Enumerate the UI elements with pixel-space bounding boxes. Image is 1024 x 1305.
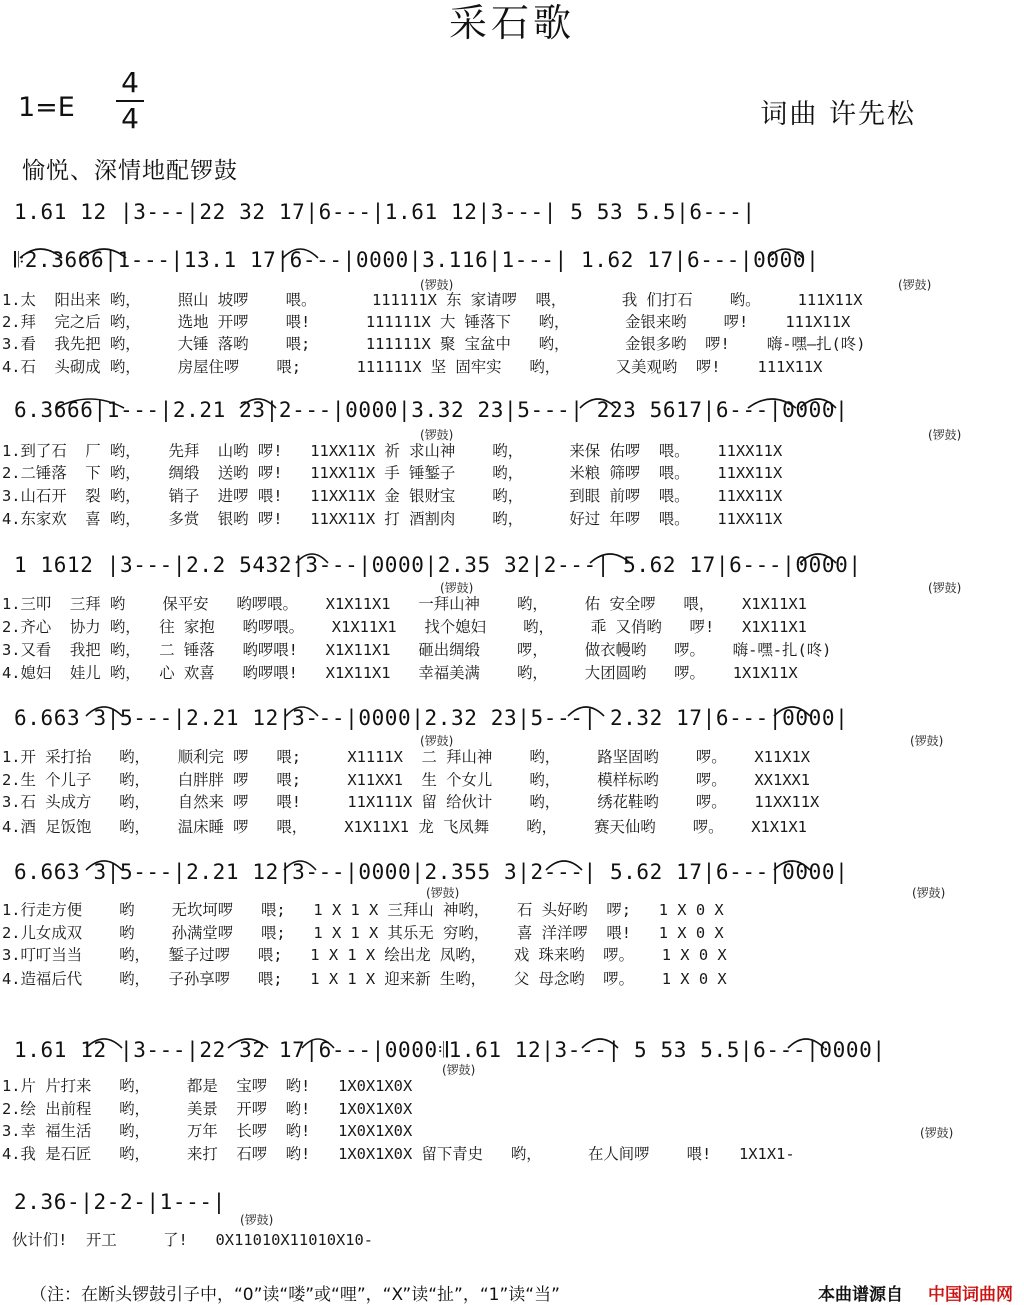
lyric-line: 4.酒 足饭饱 哟， 温床睡 啰 喂， X1X11X1 龙 飞凤舞 哟， 赛天仙哟 啰。 X1X1X1	[2, 818, 807, 836]
gong-label: (锣鼓)	[440, 581, 474, 595]
time-signature-top: 4	[121, 66, 139, 99]
lyric-line: 2.齐心 协力 哟， 往 家抱 哟啰喂。 X1X11X1 找个媳妇 哟， 乖 又俏哟 啰! X1X11X1	[2, 618, 807, 636]
lyric-line: 1.到了石 厂 哟， 先拜 山哟 啰! 11XX11X 祈 求山神 哟， 来保 佑啰 喂。 11XX11X	[2, 442, 783, 460]
lyric-line: 1.太 阳出来 哟， 照山 坡啰 喂。 111111X 东 家请啰 喂， 我 们打石 哟。 111X11X	[2, 291, 863, 309]
composer-credit: 词曲 许先松	[760, 99, 916, 130]
site-brand-link[interactable]: 中国词曲网	[928, 1285, 1013, 1305]
lyric-line: 4.造福后代 哟， 子孙享啰 喂; 1 X 1 X 迎来新 生哟， 父 母念哟 啰。 1 X 0 X	[2, 970, 727, 988]
source-label: 本曲谱源自	[818, 1285, 903, 1305]
gong-label: (锣鼓)	[426, 886, 460, 900]
lyric-line: 4.媳妇 娃儿 哟， 心 欢喜 哟啰喂! X1X11X1 幸福美满 哟， 大团圆哟 啰。 1X1X11X	[2, 664, 798, 682]
tempo-marking: 愉悦、深情地配锣鼓	[22, 158, 238, 184]
time-signature-bottom: 4	[121, 102, 139, 135]
lyric-line: 3.看 我先把 哟， 大锤 落哟 喂; 111111X 聚 宝盆中 哟， 金银多哟 啰! 嗨-嘿—扎(咚)	[2, 335, 866, 353]
notation-line-4: 1 1612 |3---|2.2 5432|3---|0000|2.35 32|2---| 5.62 17|6---|0000|	[14, 553, 862, 577]
lyric-line: 1.三叩 三拜 哟 保平安 哟啰喂。 X1X11X1 一拜山神 哟， 佑 安全啰 喂， X1X11X1	[2, 595, 807, 613]
gong-label: (锣鼓)	[442, 1063, 476, 1077]
gong-label: (锣鼓)	[898, 278, 932, 292]
lyric-line: 2.儿女成双 哟 孙满堂啰 喂; 1 X 1 X 其乐无 穷哟， 喜 洋洋啰 喂! 1 X 0 X	[2, 924, 724, 942]
lyric-line: 2.二锤落 下 哟， 绸缎 送哟 啰! 11XX11X 手 锤錾子 哟， 米粮 筛啰 喂。 11XX11X	[2, 464, 783, 482]
lyric-line: 4.东家欢 喜 哟， 多赏 银哟 啰! 11XX11X 打 酒割肉 哟， 好过 年啰 喂。 11XX11X	[2, 510, 783, 528]
key-signature: 1=E	[18, 92, 75, 123]
notation-line-6: 6.663 3|5---|2.21 12|3---|0000|2.355 3|2---| 5.62 17|6---|0000|	[14, 860, 849, 884]
footnote: （注：在断头锣鼓引子中，“0”读“喽”或“哩”，“X”读“扯”，“1”读“当”	[30, 1285, 560, 1305]
notation-line-2: 𝄆2.3666|1---|13.1 17|6---|0000|3.116|1---| 1.62 17|6---|0000|	[14, 248, 820, 272]
lyric-line: 3.石 头成方 哟， 自然来 啰 喂! 11X111X 留 给伙计 哟， 绣花鞋哟 啰。 11XX11X	[2, 793, 820, 811]
gong-label: (锣鼓)	[420, 428, 454, 442]
gong-label: (锣鼓)	[910, 734, 944, 748]
lyric-line: 2.拜 完之后 哟， 选地 开啰 喂! 111111X 大 锤落下 哟， 金银来哟 啰! 111X11X	[2, 313, 851, 331]
notation-line-7: 1.61 12 |3---|22 32 17|6---|0000𝄇1.61 12|3---| 5 53 5.5|6---|0000|	[14, 1038, 886, 1062]
lyric-line: 1.行走方便 哟 无坎坷啰 喂; 1 X 1 X 三拜山 神哟， 石 头好哟 啰; 1 X 0 X	[2, 901, 724, 919]
lyric-line: 3.又看 我把 哟， 二 锤落 哟啰喂! X1X11X1 砸出绸缎 啰， 做衣幔哟 啰。 嗨-嘿-扎(咚)	[2, 641, 832, 659]
lyric-line: 1.开 采打抬 哟， 顺利完 啰 喂; X1111X 二 拜山神 哟， 路坚固哟 啰。 X11X1X	[2, 748, 811, 766]
notation-line-8: 2.36-|2-2-|1---|	[14, 1190, 226, 1214]
lyric-line: 3.山石开 裂 哟， 销子 进啰 喂! 11XX11X 金 银财宝 哟， 到眼 前啰 喂。 11XX11X	[2, 487, 783, 505]
gong-label: (锣鼓)	[420, 734, 454, 748]
notation-line-5: 6.663 3|5---|2.21 12|3---|0000|2.32 23|5---| 2.32 17|6---|0000|	[14, 706, 849, 730]
lyric-line: 3.幸 福生活 哟， 万年 长啰 哟! 1X0X1X0X	[2, 1122, 413, 1140]
notation-line-3: 6.3666|1---|2.21 23|2---|0000|3.32 23|5---| 223 5617|6---|0000|	[14, 398, 849, 422]
gong-label: (锣鼓)	[912, 886, 946, 900]
song-title: 采石歌	[448, 1, 575, 45]
lyric-line: 伙计们! 开工 了! 0X11010X11010X10-	[12, 1231, 374, 1249]
lyric-line: 1.片 片打来 哟， 都是 宝啰 哟! 1X0X1X0X	[2, 1077, 413, 1095]
time-signature	[116, 68, 144, 134]
gong-label: (锣鼓)	[420, 278, 454, 292]
gong-label: (锣鼓)	[240, 1213, 274, 1227]
lyric-line: 2.绘 出前程 哟， 美景 开啰 哟! 1X0X1X0X	[2, 1100, 413, 1118]
gong-label: (锣鼓)	[928, 581, 962, 595]
lyric-line: 3.叮叮当当 哟， 錾子过啰 喂; 1 X 1 X 绘出龙 凤哟， 戏 珠来哟 啰。 1 X 0 X	[2, 946, 727, 964]
lyric-line: 2.生 个儿子 哟， 白胖胖 啰 喂; X11XX1 生 个女儿 哟， 模样标哟 啰。 XX1XX1	[2, 771, 811, 789]
lyric-line: 4.我 是石匠 哟， 来打 石啰 哟! 1X0X1X0X 留下青史 哟， 在人间啰 喂! 1X1X1-	[2, 1145, 795, 1163]
notation-line-1: 1.61 12 |3---|22 32 17|6---|1.61 12|3---| 5 53 5.5|6---|	[14, 200, 756, 224]
gong-label: (锣鼓)	[920, 1126, 954, 1140]
gong-label: (锣鼓)	[928, 428, 962, 442]
lyric-line: 4.石 头砌成 哟， 房屋住啰 喂; 111111X 坚 固牢实 哟， 又美观哟 啰! 111X11X	[2, 358, 823, 376]
